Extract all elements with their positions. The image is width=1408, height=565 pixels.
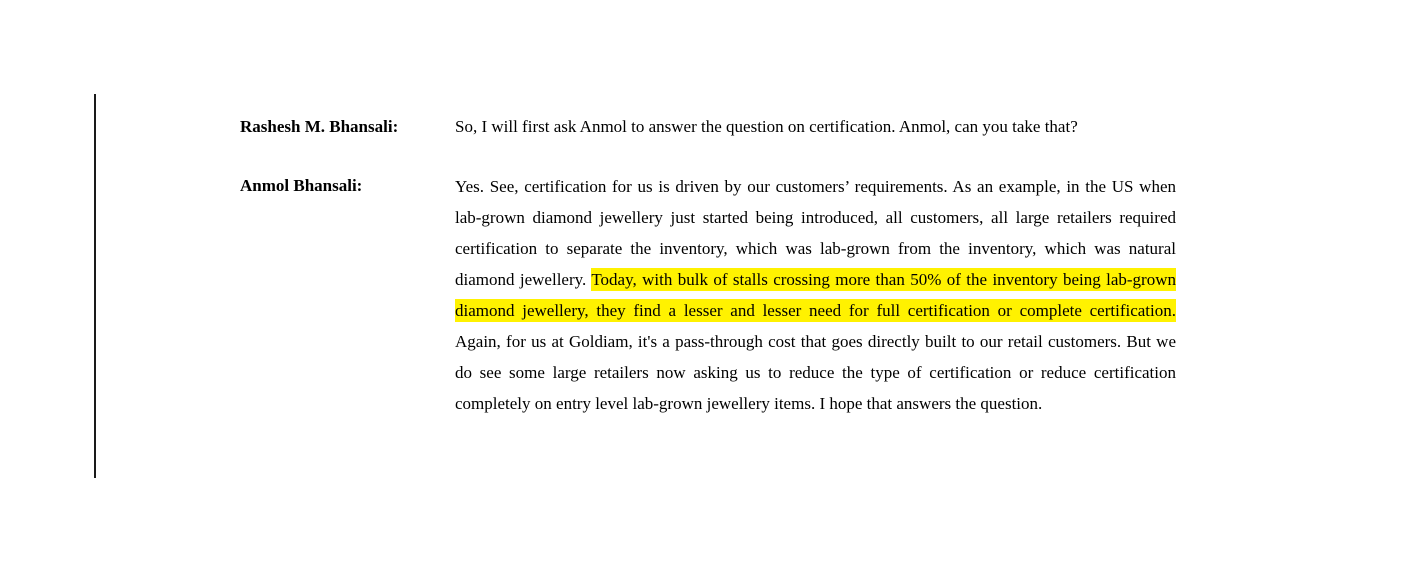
- speaker-statement: So, I will first ask Anmol to answer the question on certification. Anmol, can you take that?: [455, 117, 1078, 136]
- speaker-name: Rashesh M. Bhansali:: [240, 117, 399, 136]
- speaker-name: Anmol Bhansali:: [240, 176, 363, 195]
- statement-text: Again, for us at Goldiam, it's a pass-through cost that goes directly built to our retail customers. But we do see some large retailers now asking us to reduce the type of certification or reduce certification completely on entry level lab-grown jewellery items. I hope that answers the question.: [455, 332, 1176, 413]
- speaker-statement: [455, 171, 1176, 419]
- highlighted-text: Today, with bulk of stalls crossing more than 50% of the inventory being lab-grown diamond jewellery, they find a lesser and lesser need for full certification or complete certification.: [455, 270, 1176, 320]
- margin-change-bar: [94, 94, 96, 478]
- statement-text: Yes. See, certification for us is driven by our customers’ requirements. As an example, in the US when lab-grown diamond jewellery just started being introduced, all customers, all large retailers required certification to separate the inventory, which was lab-grown from the inventory, which was natural diamond jewellery.: [455, 177, 1176, 289]
